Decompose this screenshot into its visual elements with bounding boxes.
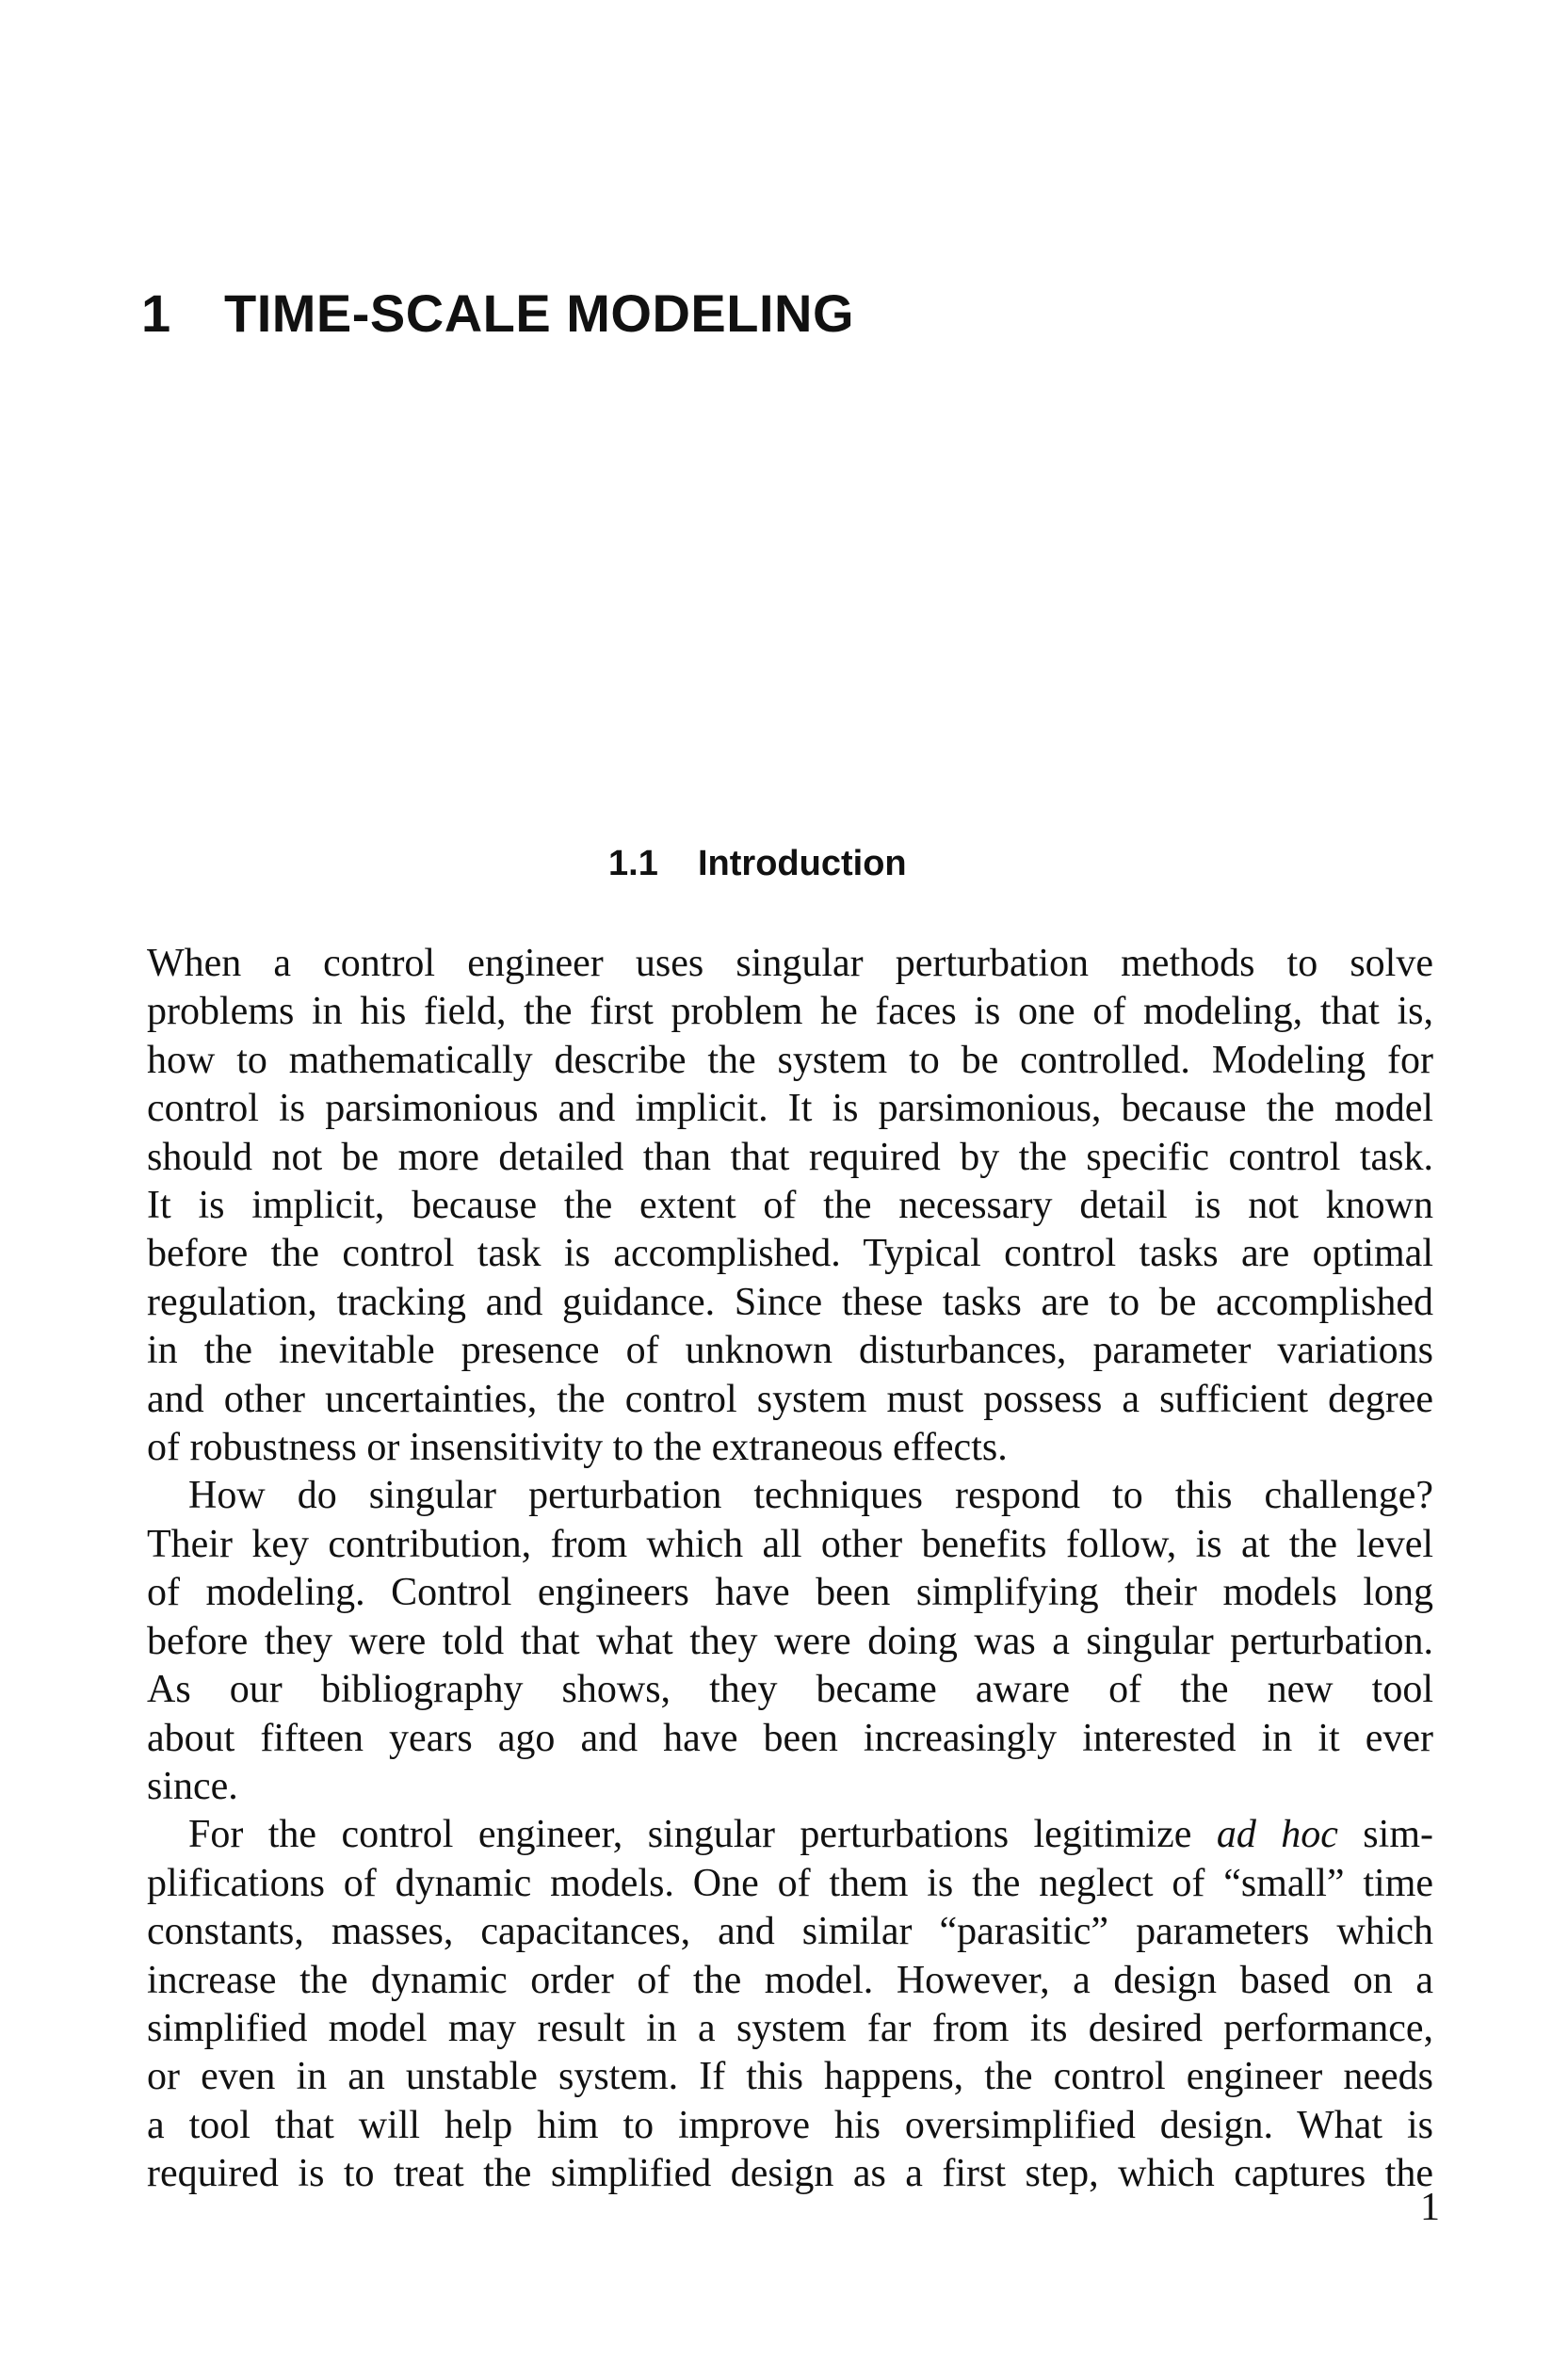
chapter-title: TIME-SCALE MODELING — [224, 283, 855, 343]
text-line: before they were told that what they were doing was a singular perturbation. — [147, 1619, 1433, 1663]
text-line — [147, 1811, 1433, 1859]
text-line: As our bibliography shows, they became aware of the new tool — [147, 1668, 1433, 1712]
text-line: a tool that will help him to improve his oversimplified design. What is — [147, 2103, 1433, 2147]
text-line: or even in an unstable system. If this happens, the control engineer needs — [147, 2055, 1433, 2099]
text-line: plifications of dynamic models. One of them is the neglect of “small” time — [147, 1861, 1433, 1905]
section-heading — [608, 844, 907, 884]
text-line: how to mathematically describe the system to be controlled. Modeling for — [147, 1038, 1433, 1082]
page-number: 1 — [1420, 2186, 1440, 2229]
text-line: of robustness or insensitivity to the extraneous effects. — [147, 1426, 1008, 1470]
text-line: in the inevitable presence of unknown disturbances, parameter variations — [147, 1329, 1433, 1373]
text-line: required is to treat the simplified design as a first step, which captures the — [147, 2152, 1433, 2196]
text-line: It is implicit, because the extent of the necessary detail is not known — [147, 1184, 1433, 1228]
paragraph-1 — [147, 940, 1433, 1472]
text-line: should not be more detailed than that required by the specific control task. — [147, 1135, 1433, 1179]
paragraph-3 — [147, 1811, 1433, 2198]
paragraph-2 — [147, 1472, 1433, 1811]
text-line: Their key contribution, from which all other benefits follow, is at the level — [147, 1522, 1433, 1566]
text-line: constants, masses, capacitances, and similar “parasitic” parameters which — [147, 1910, 1433, 1954]
italic-term: ad hoc — [1216, 1813, 1338, 1857]
text-line: control is parsimonious and implicit. It is parsimonious, because the model — [147, 1087, 1433, 1131]
body-text — [147, 940, 1433, 2199]
text-line: problems in his field, the first problem he faces is one of modeling, that is, — [147, 990, 1433, 1034]
text-line: of modeling. Control engineers have been simplifying their models long — [147, 1571, 1433, 1615]
text-line: since. — [147, 1764, 238, 1808]
text-line: How do singular perturbation techniques respond to this challenge? — [188, 1474, 1433, 1518]
chapter-number: 1 — [141, 283, 171, 343]
section-title: Introduction — [698, 844, 907, 883]
text-run: For the control engineer, singular perturbations legitimize — [188, 1813, 1217, 1857]
text-line: When a control engineer uses singular perturbation methods to solve — [147, 942, 1433, 985]
chapter-heading — [141, 283, 854, 344]
text-line: about fifteen years ago and have been increasingly interested in it ever — [147, 1716, 1433, 1760]
text-line: and other uncertainties, the control system must possess a sufficient degree — [147, 1377, 1433, 1421]
text-run: sim- — [1337, 1813, 1433, 1857]
section-number: 1.1 — [608, 844, 658, 883]
text-line: regulation, tracking and guidance. Since these tasks are to be accomplished — [147, 1280, 1433, 1324]
text-line: increase the dynamic order of the model. However, a design based on a — [147, 1958, 1433, 2002]
text-line: before the control task is accomplished. Typical control tasks are optimal — [147, 1232, 1433, 1276]
text-line: simplified model may result in a system far from its desired performance, — [147, 2006, 1433, 2050]
